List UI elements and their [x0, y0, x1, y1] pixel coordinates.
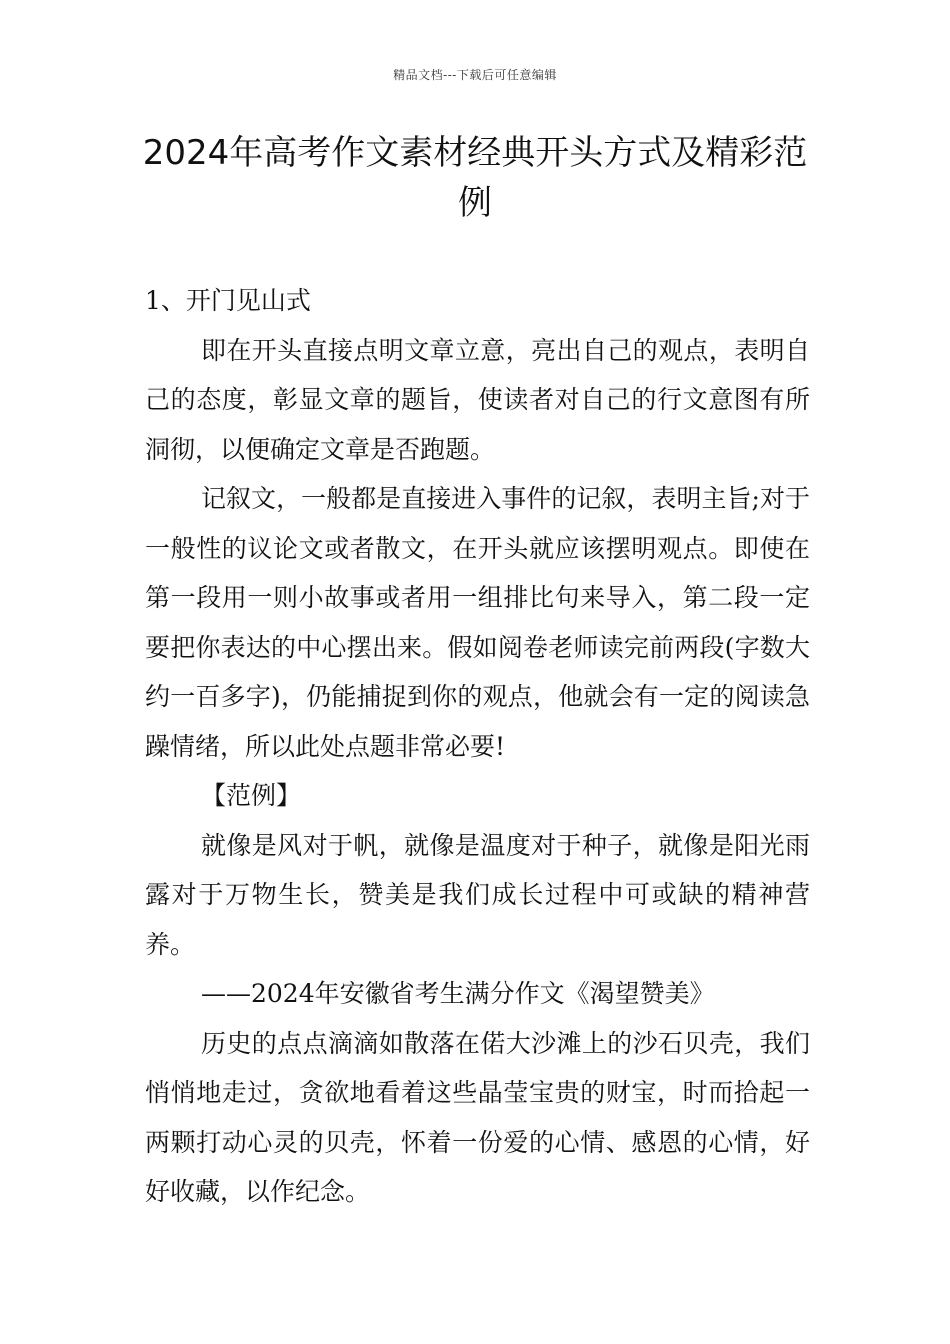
header-note: 精品文档---下载后可任意编辑 — [393, 68, 557, 82]
example-label: 【范例】 — [201, 781, 302, 810]
section-heading: 1、开门见山式 — [145, 286, 311, 315]
paragraph-intro: 即在开头直接点明文章立意，亮出自己的观点，表明自己的态度，彰显文章的题旨，使读者对自己的行文意图有所洞彻，以便确定文章是否跑题。 — [145, 335, 810, 464]
example-paragraph: 就像是风对于帆，就像是温度对于种子，就像是阳光雨露对于万物生长，赞美是我们成长过程中可或缺的精神营养。 — [145, 830, 810, 959]
paragraph-explanation: 记叙文，一般都是直接进入事件的记叙，表明主旨;对于一般性的议论文或者散文，在开头就应该摆明观点。即使在第一段用一则小故事或者用一组排比句来导入，第二段一定要把你表达的中心摆出来。假如阅卷老师读完前两段(字数大约一百多字)，仍能捕捉到你的观点，他就会有一定的阅读急躁情绪，所以此处点题非常必要! — [145, 484, 810, 761]
closing-paragraph: 历史的点点滴滴如散落在偌大沙滩上的沙石贝壳，我们悄悄地走过，贪欲地看着这些晶莹宝贵的财宝，时而拾起一两颗打动心灵的贝壳，怀着一份爱的心情、感恩的心情，好好收藏，以作纪念。 — [145, 1028, 810, 1206]
example-source: ——2024年安徽省考生满分作文《渴望赞美》 — [201, 979, 715, 1008]
document-body — [145, 276, 810, 1217]
document-title: 2024年高考作文素材经典开头方式及精彩范例 — [142, 133, 808, 223]
